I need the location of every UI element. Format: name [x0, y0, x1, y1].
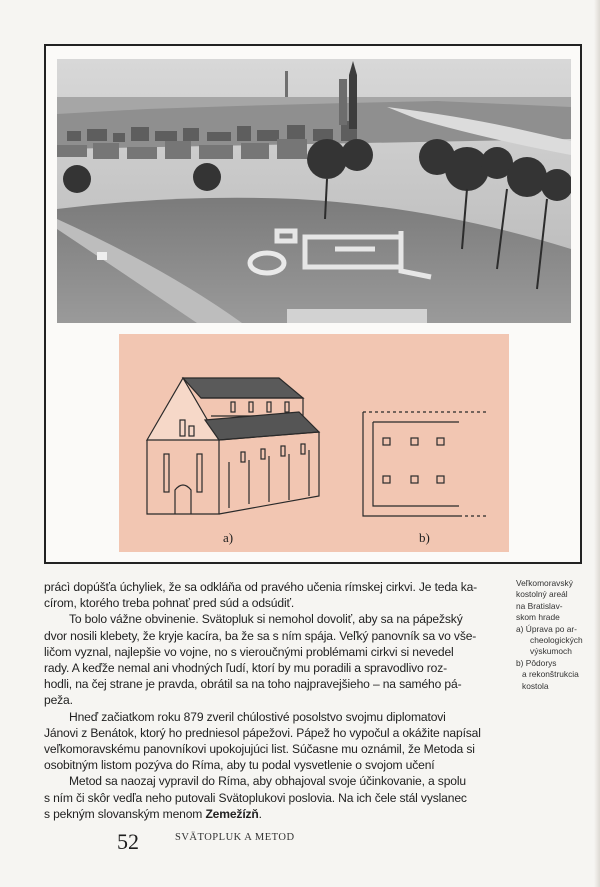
drawing-label-b: b): [419, 530, 430, 545]
text-line: To bolo vážne obvinenie. Svätopluk si nemohol dovoliť, aby sa na pápežský: [69, 612, 463, 627]
church-ground-plan: [363, 412, 487, 516]
caption-line: kostola: [522, 680, 549, 691]
church-drawings-panel: [119, 334, 509, 552]
caption-line: na Bratislav-: [516, 600, 563, 611]
text-fragment: .: [258, 806, 262, 821]
text-line: rady. A keďže nemal ani vhodných ľudí, ktorí by mu poradili a spravodlivo roz-: [44, 661, 448, 676]
text-line: [44, 806, 512, 822]
aerial-photo: [57, 59, 571, 323]
text-line: Jánovi z Benátok, ktorý ho predniesol pápežovi. Pápež ho vypočul a okážite napísal: [44, 725, 481, 740]
text-line: ličom vyznal, najlepšie vo vojne, no s vieroučnými problémami cirkvi si nevedel: [44, 644, 454, 659]
text-fragment: s pekným slovanským menom: [44, 806, 206, 821]
running-title: SVÄTOPLUK A METOD: [175, 832, 295, 843]
text-line: veľkomoravskému panovníkovi upokojujúci list. Súčasne mu oznámil, že Metoda si: [44, 742, 475, 757]
church-reconstruction-drawing: [147, 378, 319, 514]
text-line: círom, ktorého treba pohnať pred súd a odsúdiť.: [44, 596, 295, 611]
text-line: peža.: [44, 693, 73, 708]
text-line: hodli, na čej strane je pravda, obrátil sa na toho najpravejšieho – na samého pá-: [44, 677, 462, 692]
text-line: osobitným listom pozýva do Ríma, aby tu podal vysvetlenie o svojom učení: [44, 758, 435, 773]
figure-frame: [44, 44, 582, 564]
figure-caption: [516, 578, 590, 692]
page-edge-shadow: [594, 0, 600, 887]
caption-line: a rekonštrukcia: [522, 669, 579, 680]
caption-line: skom hrade: [516, 612, 560, 623]
text-line: prácì dopúšťa úchyliek, že sa odkláňa od pravého učenia rímskej cirkvi. Je teda ka-: [44, 580, 478, 594]
text-line: Metod sa naozaj vypravil do Ríma, aby obhajoval svoje účinkovanie, a spolu: [69, 774, 466, 789]
page-number: 52: [117, 829, 139, 854]
caption-line: b) Pôdorys: [516, 657, 557, 668]
caption-line: výskumoch: [530, 646, 572, 657]
body-text: [44, 579, 512, 822]
text-line: s ním či skôr vedľa neho putovali Svätoplukovi poslovia. Na ich čele stál vyslanec: [44, 790, 467, 805]
caption-line: cheologických: [530, 635, 583, 646]
caption-line: a) Úprava po ar-: [516, 623, 577, 634]
caption-line: kostolný areál: [516, 589, 568, 600]
caption-line: Veľkomoravský: [516, 578, 573, 588]
name-highlight: Zemežízň: [205, 806, 259, 821]
text-line: dvor nosili klebety, že kryje kacíra, ba že sa s ním spája. Veľký panovník sa vo vše-: [44, 628, 477, 643]
text-line: Hneď začiatkom roku 879 zveril chúlostivé posolstvo svojmu diplomatovi: [69, 709, 446, 724]
drawing-label-a: a): [223, 530, 234, 545]
